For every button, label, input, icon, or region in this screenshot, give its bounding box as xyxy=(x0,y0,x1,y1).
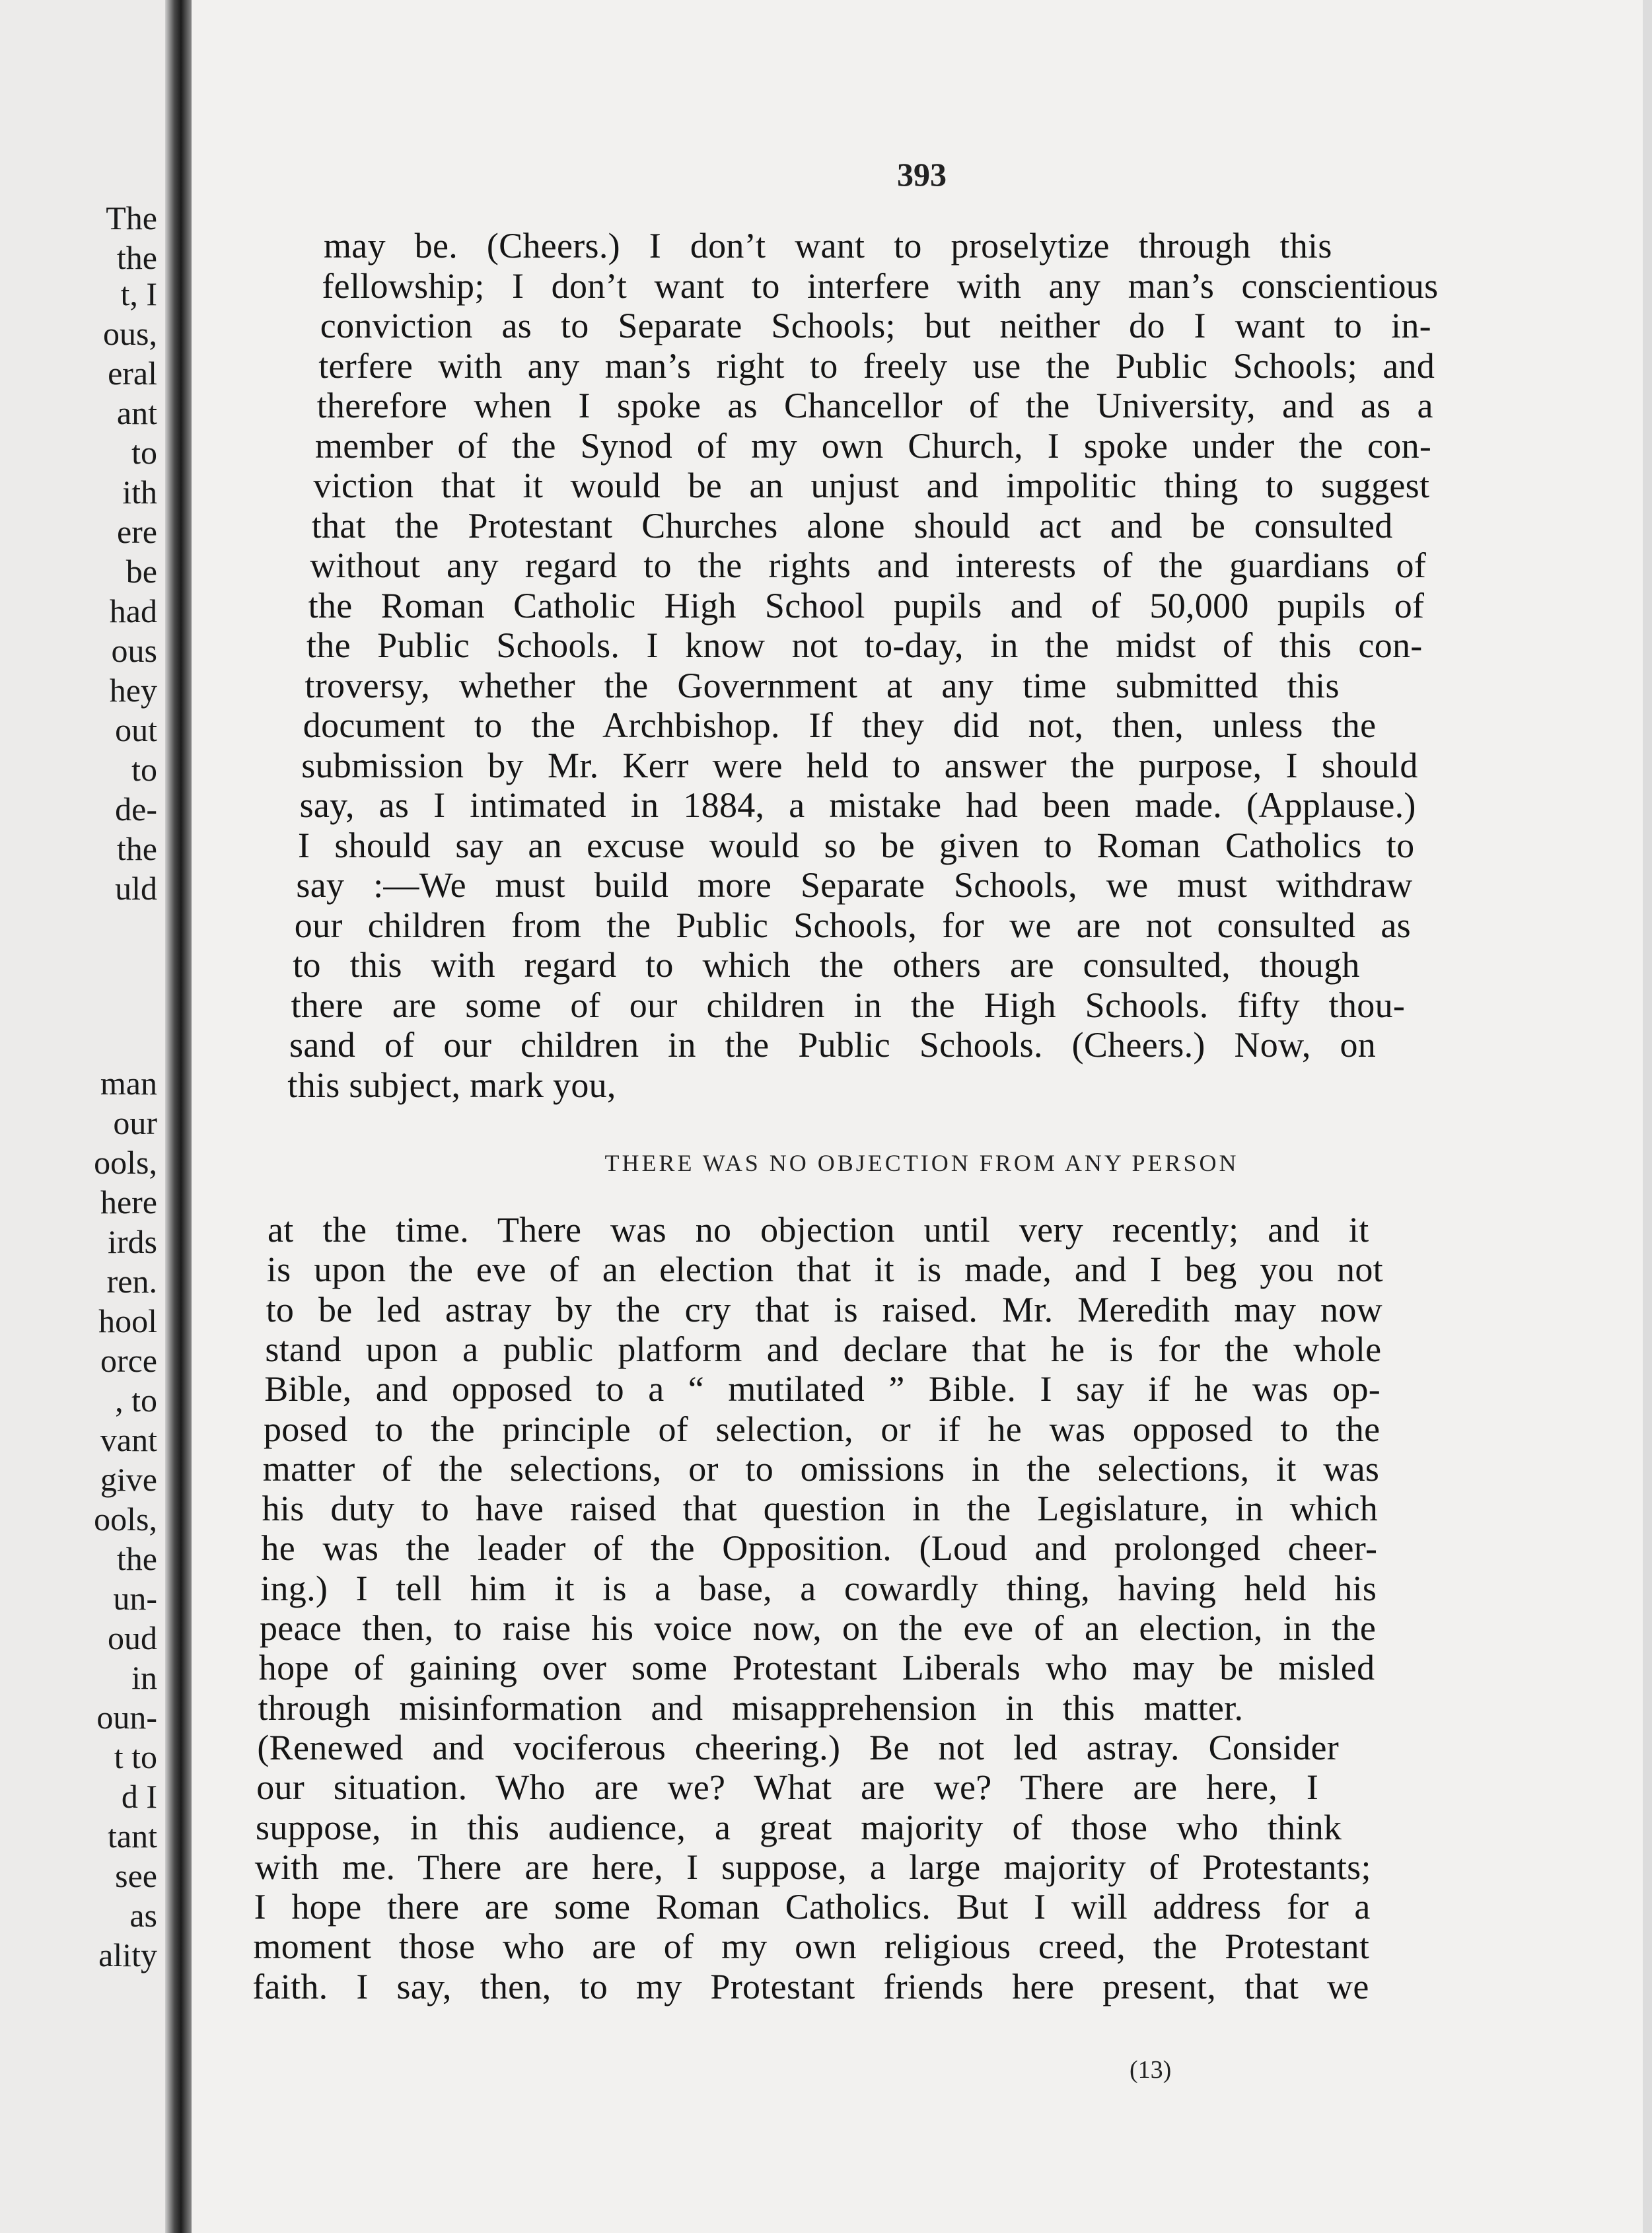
paragraph1-line: conviction as to Separate Schools; but neither do I want to in- xyxy=(320,306,1431,345)
paragraph1-line: document to the Archbishop. If they did not, then, unless the xyxy=(303,705,1377,745)
facing-page-line: The xyxy=(106,199,157,236)
facing-page-line: ous, xyxy=(103,315,157,352)
paragraph2-line: I hope there are some Roman Catholics. But I will address for a xyxy=(254,1887,1371,1927)
paragraph2-line: Bible, and opposed to a “ mutilated ” Bible. I say if he was op- xyxy=(264,1369,1381,1409)
facing-page-line: to xyxy=(131,751,157,788)
paragraph1-line: sand of our children in the Public Schools. (Cheers.) Now, on xyxy=(289,1025,1377,1065)
paragraph1-line: therefore when I spoke as Chancellor of the University, and as a xyxy=(316,386,1433,425)
paragraph2-line: he was the leader of the Opposition. (Loud and prolonged cheer- xyxy=(261,1528,1378,1569)
facing-page-line: see xyxy=(115,1857,157,1894)
paragraph1-line: there are some of our children in the High Schools. fifty thou- xyxy=(291,985,1406,1025)
paragraph2-line: at the time. There was no objection until very recently; and it xyxy=(268,1210,1369,1250)
paragraph2-line: ing.) I tell him it is a base, a cowardly thing, having held his xyxy=(260,1568,1377,1608)
facing-page-line: our xyxy=(113,1104,157,1141)
signature-mark: (13) xyxy=(1130,2056,1172,2084)
facing-page-line: ith xyxy=(122,474,157,511)
facing-page-line: tant xyxy=(108,1818,157,1855)
facing-page-line: here xyxy=(100,1184,157,1221)
paragraph1-line: member of the Synod of my own Church, I spoke under the con- xyxy=(315,425,1432,466)
paragraph1-line: say, as I intimated in 1884, a mistake had been made. (Applause.) xyxy=(299,785,1416,825)
paragraph1-line: this subject, mark you, xyxy=(287,1065,616,1105)
facing-page-line: oud xyxy=(108,1619,157,1656)
page-edge xyxy=(1643,0,1652,2233)
facing-page-line: out xyxy=(115,711,157,748)
facing-page-line: ools, xyxy=(94,1501,157,1538)
paragraph1-line: say :—We must build more Separate Schools, we must withdraw xyxy=(296,865,1413,905)
paragraph1-line: to this with regard to which the others are consulted, though xyxy=(293,945,1360,985)
facing-page-line: , to xyxy=(115,1382,157,1419)
paragraph1-line: without any regard to the rights and interests of the guardians of xyxy=(310,546,1427,585)
facing-page-line: the xyxy=(116,830,157,867)
facing-page-line: ality xyxy=(98,1936,157,1973)
paragraph1-line: that the Protestant Churches alone should act and be consulted xyxy=(311,505,1393,546)
page-number: 393 xyxy=(897,156,947,193)
paragraph1-line: submission by Mr. Kerr were held to answer the purpose, I should xyxy=(301,745,1418,785)
facing-page-line: in xyxy=(131,1659,157,1696)
paragraph1-line: our children from the Public Schools, for we are not consulted as xyxy=(294,905,1411,945)
facing-page-line: hool xyxy=(98,1302,157,1339)
paragraph1-line: troversy, whether the Government at any time submitted this xyxy=(305,665,1340,705)
facing-page-line: orce xyxy=(100,1342,157,1379)
paragraph1-line: I should say an excuse would so be given to Roman Catholics to xyxy=(298,825,1415,865)
paragraph2-line: is upon the eve of an election that it is made, and I beg you not xyxy=(266,1250,1383,1290)
paragraph1-line: terfere with any man’s right to freely use the Public Schools; and xyxy=(318,345,1435,386)
facing-page-line: ant xyxy=(116,394,157,431)
paragraph2-line: matter of the selections, or to omissions in the selections, it was xyxy=(262,1448,1380,1489)
paragraph1-line: the Public Schools. I know not to-day, in the midst of this con- xyxy=(306,625,1423,665)
facing-page-line: de- xyxy=(115,791,157,828)
facing-page-line: t to xyxy=(114,1738,157,1775)
facing-page-line: irds xyxy=(108,1223,157,1260)
facing-page-line: man xyxy=(100,1065,157,1102)
facing-page-line: be xyxy=(126,553,157,590)
paragraph2-line: faith. I say, then, to my Protestant friends here present, that we xyxy=(252,1966,1369,2006)
book-gutter xyxy=(165,0,192,2233)
facing-page-line: eral xyxy=(108,355,157,392)
facing-page-line: the xyxy=(116,1540,157,1577)
facing-page-line: vant xyxy=(100,1421,157,1458)
paragraph2-line: his duty to have raised that question in the Legislature, in which xyxy=(262,1489,1379,1529)
paragraph2-line: stand upon a public platform and declare that he is for the whole xyxy=(265,1329,1382,1369)
paragraph2-line: (Renewed and vociferous cheering.) Be not led astray. Consider xyxy=(257,1727,1340,1767)
facing-page-line: ous xyxy=(111,632,157,669)
paragraph2-line: peace then, to raise his voice now, on the eve of an election, in the xyxy=(260,1608,1377,1648)
facing-page-line: uld xyxy=(115,870,157,907)
facing-page-line: hey xyxy=(109,672,157,709)
paragraph2-line: hope of gaining over some Protestant Liberals who may be misled xyxy=(258,1648,1375,1688)
paragraph2-line: with me. There are here, I suppose, a large majority of Protestants; xyxy=(254,1847,1371,1887)
facing-page-line: give xyxy=(100,1461,157,1498)
paragraph1-line: the Roman Catholic High School pupils and of 50,000 pupils of xyxy=(308,585,1425,625)
facing-page-line: t, I xyxy=(120,275,157,312)
paragraph2-line: suppose, in this audience, a great majority of those who think xyxy=(256,1807,1342,1847)
section-heading: THERE WAS NO OBJECTION FROM ANY PERSON xyxy=(604,1150,1239,1176)
book-page xyxy=(192,0,1652,2233)
facing-page-line: as xyxy=(129,1897,157,1934)
paragraph2-line: to be led astray by the cry that is raised. Mr. Meredith may now xyxy=(266,1289,1383,1329)
paragraph1-line: may be. (Cheers.) I don’t want to proselytize through this xyxy=(324,226,1332,266)
facing-page-line: the xyxy=(116,239,157,276)
paragraph2-line: our situation. Who are we? What are we? There are here, I xyxy=(256,1767,1319,1808)
facing-page-line: d I xyxy=(121,1778,157,1815)
paragraph1-line: viction that it would be an unjust and impolitic thing to suggest xyxy=(313,466,1430,505)
facing-page-line: had xyxy=(109,592,157,629)
facing-page-line: oun- xyxy=(96,1699,157,1736)
facing-page-line: un- xyxy=(113,1580,157,1617)
paragraph1-line: fellowship; I don’t want to interfere with any man’s conscientious xyxy=(322,266,1439,306)
facing-page-line: ools, xyxy=(94,1144,157,1181)
paragraph2-line: moment those who are of my own religious creed, the Protestant xyxy=(253,1927,1370,1967)
paragraph2-line: posed to the principle of selection, or if he was opposed to the xyxy=(264,1409,1381,1449)
facing-page-line: ren. xyxy=(106,1263,157,1300)
paragraph2-line: through misinformation and misapprehension in this matter. xyxy=(258,1687,1244,1728)
facing-page-line: ere xyxy=(116,513,157,550)
facing-page-fragment xyxy=(0,0,165,2233)
facing-page-line: to xyxy=(131,434,157,471)
